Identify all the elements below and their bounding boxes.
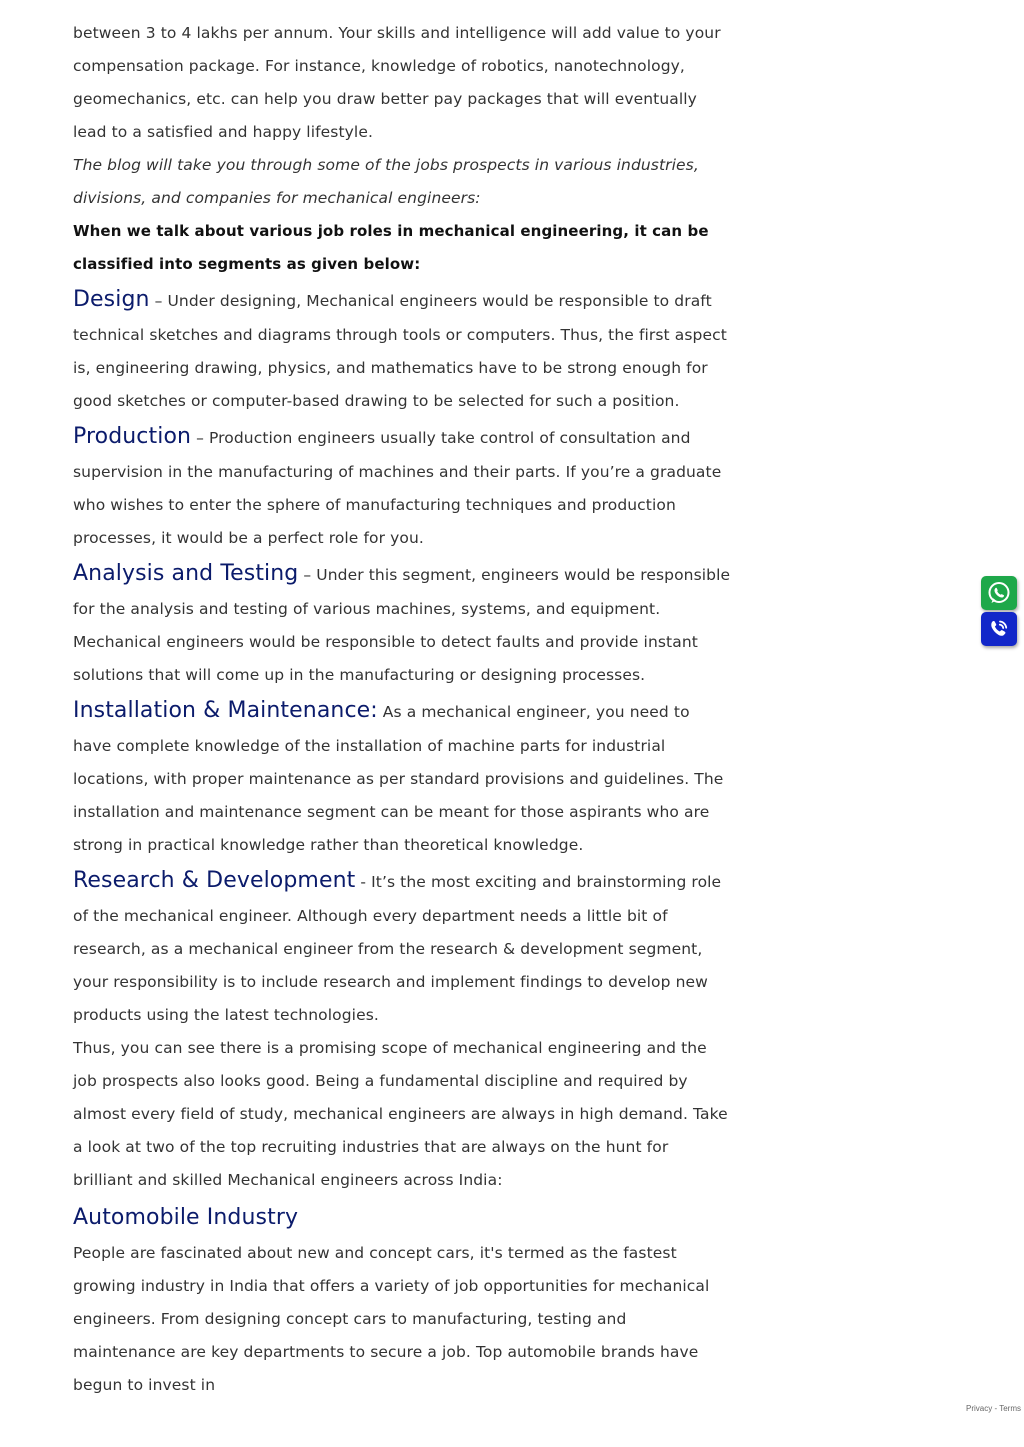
segment-text: As a mechanical engineer, you need to have complete knowledge of the installation of machine parts for industrial locations, with proper maintenance as per standard provisions and guidelines. The installation and maintenance segment can be meant for those aspirants who are strong in practical knowledge rather than theoretical knowledge. <box>73 703 724 854</box>
phone-icon <box>986 616 1012 642</box>
segment-installation-maintenance <box>73 692 733 862</box>
segment-title: Production <box>73 424 192 449</box>
footer-separator: - <box>992 1404 1000 1413</box>
segment-design <box>73 281 733 418</box>
terms-link[interactable]: Terms <box>999 1404 1021 1413</box>
segment-title: Design <box>73 287 150 312</box>
article-body <box>73 17 733 1402</box>
segment-title: Research & Development <box>73 868 356 893</box>
privacy-terms-footer <box>966 1404 1021 1413</box>
segment-text: – Under designing, Mechanical engineers would be responsible to draft technical sketches and diagrams through tools or computers. Thus, the first aspect is, engineering drawing, physics, and mathematics have to be strong enough for good sketches or computer-based drawing to be selected for such a position. <box>73 292 727 410</box>
segment-research-development <box>73 862 733 1032</box>
whatsapp-icon <box>986 580 1012 606</box>
automobile-heading: Automobile Industry <box>73 1205 299 1230</box>
segments-lead-paragraph: When we talk about various job roles in mechanical engineering, it can be classified into segments as given below: <box>73 222 709 273</box>
floating-contact-buttons <box>981 576 1019 648</box>
intro-paragraph: between 3 to 4 lakhs per annum. Your skills and intelligence will add value to your compensation package. For instance, knowledge of robotics, nanotechnology, geomechanics, etc. can help you draw better pay packages that will eventually lead to a satisfied and happy lifestyle. <box>73 24 721 141</box>
intro-italic-paragraph: The blog will take you through some of the jobs prospects in various industries, divisions, and companies for mechanical engineers: <box>73 156 699 207</box>
conclusion-paragraph: Thus, you can see there is a promising scope of mechanical engineering and the job prospects also looks good. Being a fundamental discipline and required by almost every field of study, mechanical engineers are always in high demand. Take a look at two of the top recruiting industries that are always on the hunt for brilliant and skilled Mechanical engineers across India: <box>73 1039 728 1189</box>
segment-title: Analysis and Testing <box>73 561 299 586</box>
privacy-link[interactable]: Privacy <box>966 1404 993 1413</box>
automobile-paragraph: People are fascinated about new and concept cars, it's termed as the fastest growing industry in India that offers a variety of job opportunities for mechanical engineers. From designing concept cars to manufacturing, testing and maintenance are key departments to secure a job. Top automobile brands have begun to invest in <box>73 1244 710 1394</box>
segment-production <box>73 418 733 555</box>
segment-text: – Production engineers usually take control of consultation and supervision in the manufacturing of machines and their parts. If you’re a graduate who wishes to enter the sphere of manufacturing techniques and production processes, it would be a perfect role for you. <box>73 429 722 547</box>
whatsapp-button[interactable] <box>981 576 1017 610</box>
segment-analysis-testing <box>73 555 733 692</box>
phone-call-button[interactable] <box>981 612 1017 646</box>
segment-text: - It’s the most exciting and brainstorming role of the mechanical engineer. Although every department needs a little bit of research, as a mechanical engineer from the research & development segment, your responsibility is to include research and implement findings to develop new products using the latest technologies. <box>73 873 722 1024</box>
segment-title: Installation & Maintenance: <box>73 698 378 723</box>
segment-text: – Under this segment, engineers would be responsible for the analysis and testing of various machines, systems, and equipment. Mechanical engineers would be responsible to detect faults and provide instant solutions that will come up in the manufacturing or designing processes. <box>73 566 731 684</box>
